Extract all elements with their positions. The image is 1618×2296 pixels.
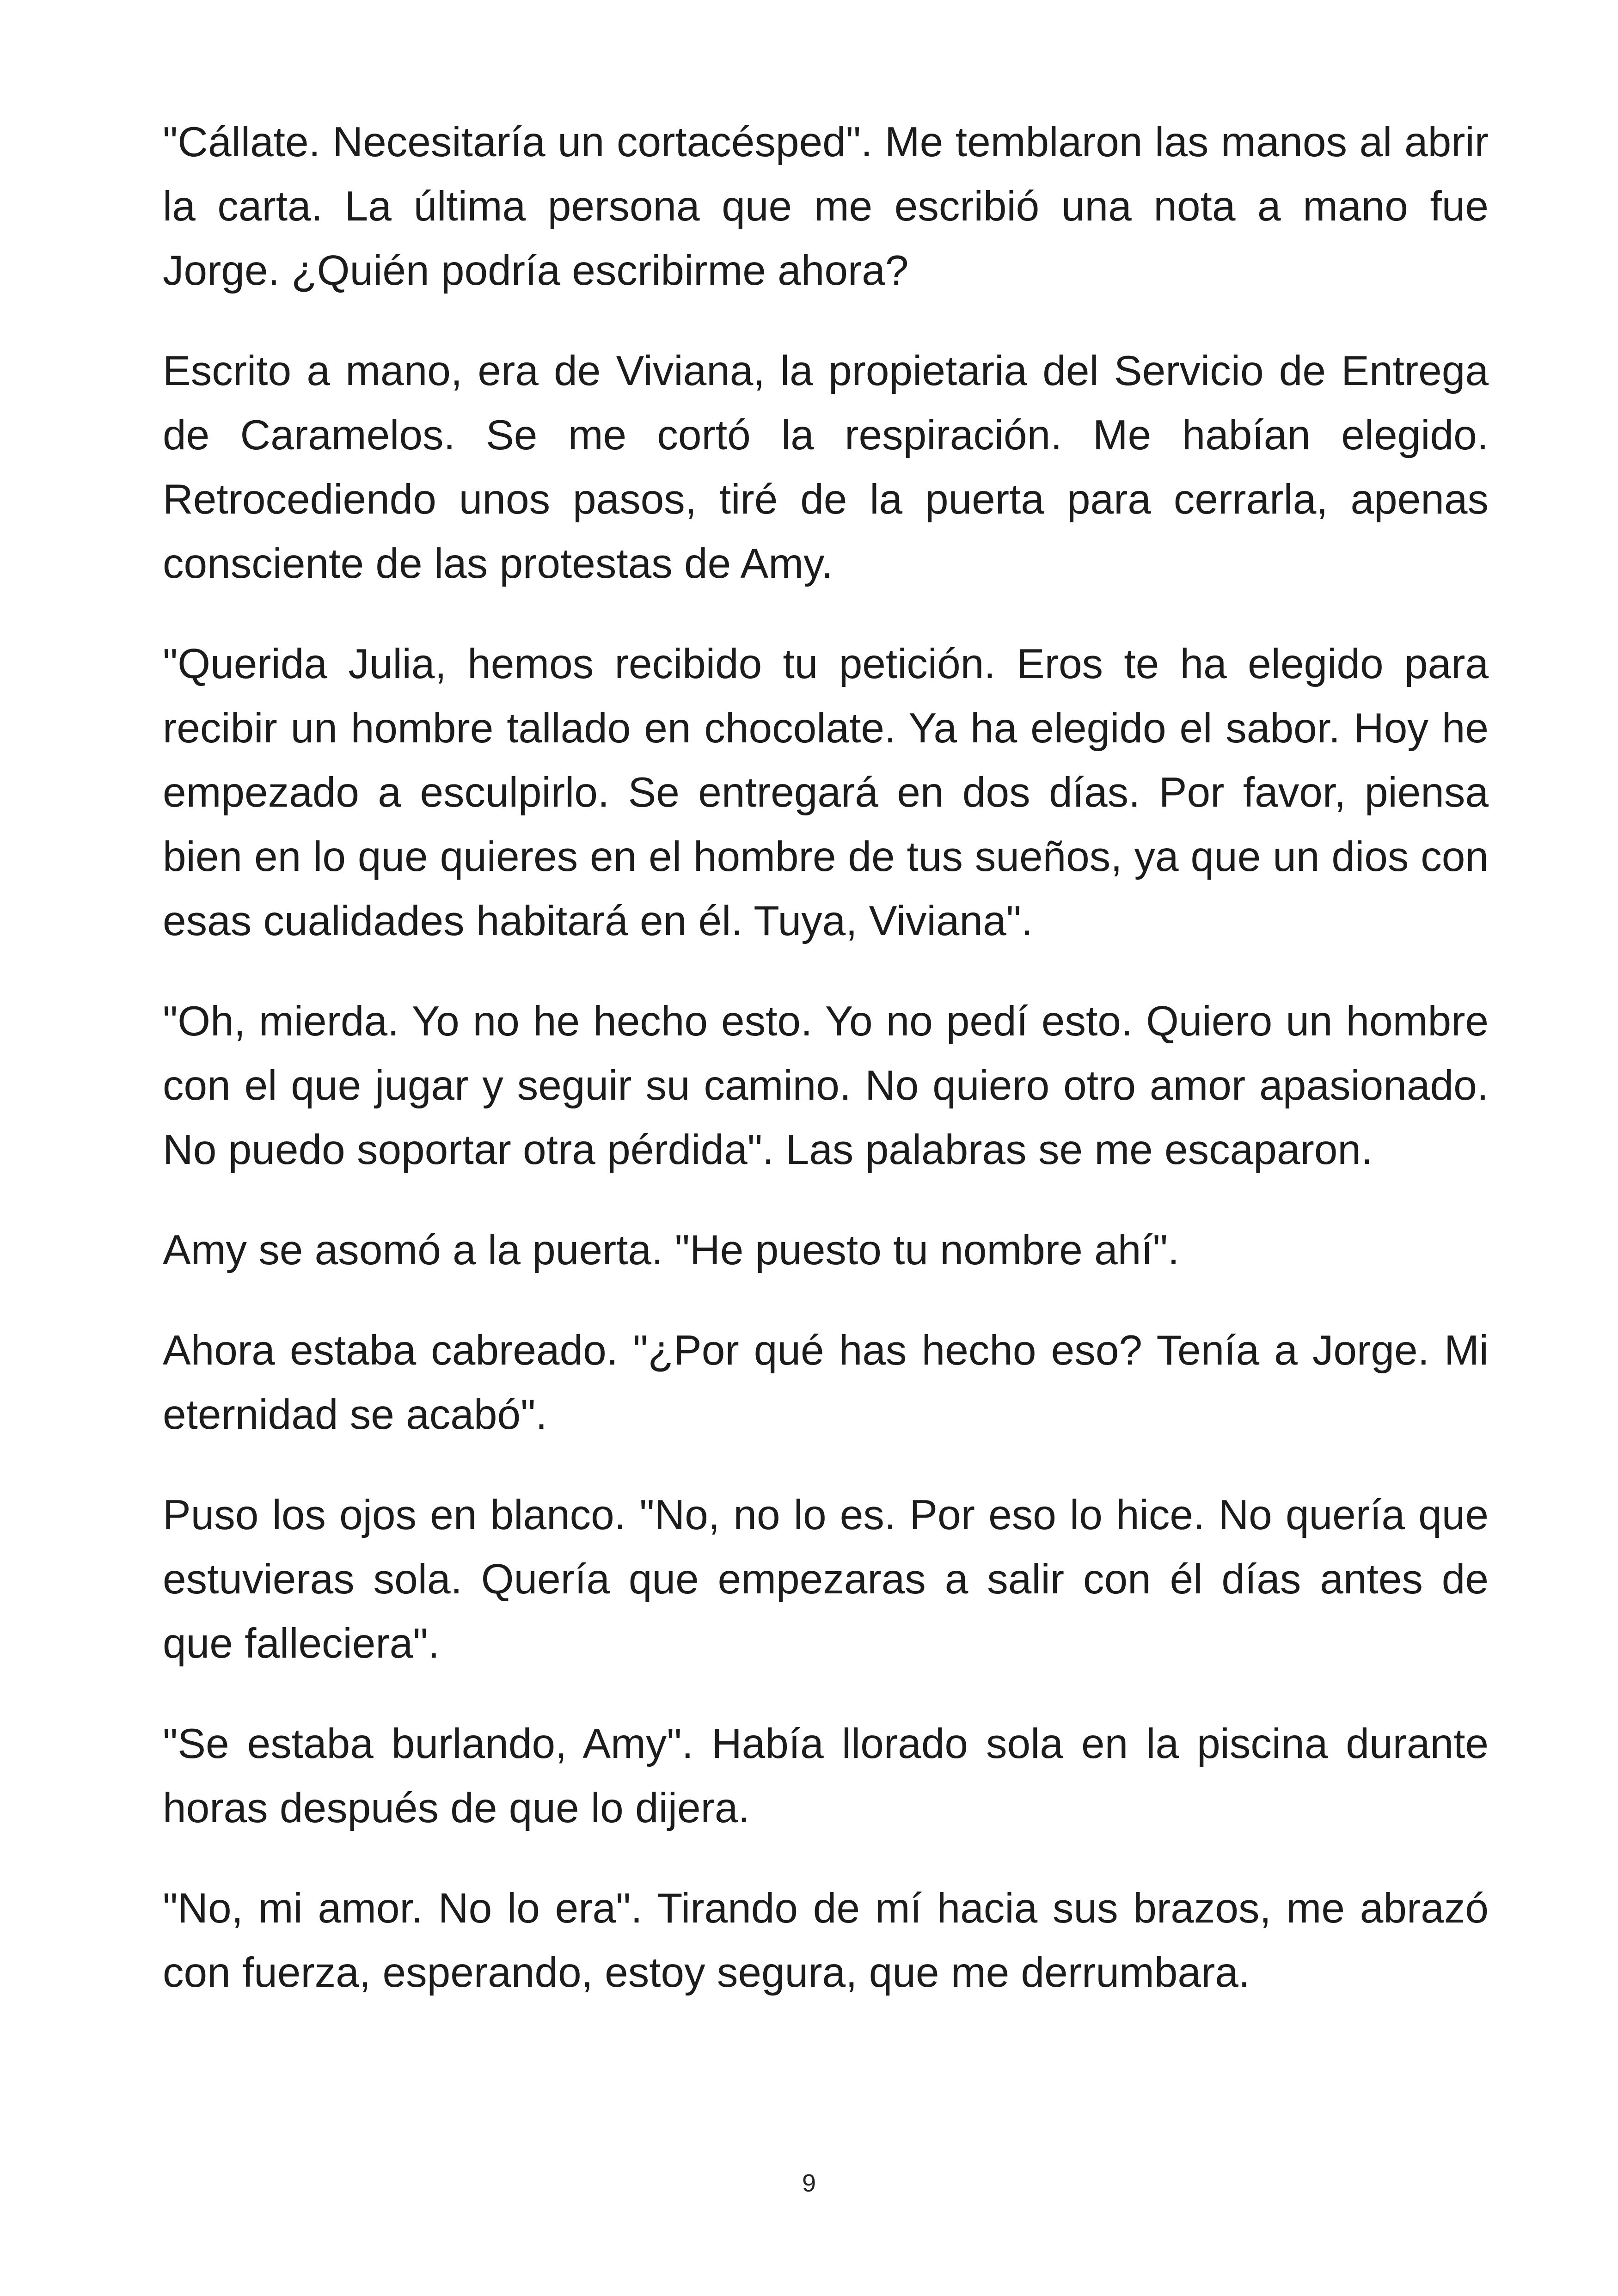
paragraph-8: "Se estaba burlando, Amy". Había llorado sola en la piscina durante horas después de que lo dijera. [163,1720,1489,1831]
paragraph-2: Escrito a mano, era de Viviana, la propietaria del Servicio de Entrega de Caramelos. Se me cortó la respiración. Me habían elegido. Retrocediendo unos pasos, tiré de la puerta para cerrarla, apenas consciente de las protestas de Amy. [163,348,1489,587]
paragraph-6: Ahora estaba cabreado. "¿Por qué has hecho eso? Tenía a Jorge. Mi eternidad se acabó". [163,1327,1489,1438]
paragraph-3: "Querida Julia, hemos recibido tu petición. Eros te ha elegido para recibir un hombre tallado en chocolate. Ya ha elegido el sabor. Hoy he empezado a esculpirlo. Se entregará en dos días. Por favor, piensa bien en lo que quieres en el hombre de tus sueños, ya que un dios con esas cualidades habitará en él. Tuya, Viviana". [163,641,1489,944]
page-number: 9 [802,2169,816,2197]
paragraph-5: Amy se asomó a la puerta. "He puesto tu nombre ahí". [163,1227,1180,1274]
body-text [163,110,1489,2041]
paragraph-9: "No, mi amor. No lo era". Tirando de mí hacia sus brazos, me abrazó con fuerza, esperando, estoy segura, que me derrumbara. [163,1885,1489,1996]
paragraph-4: "Oh, mierda. Yo no he hecho esto. Yo no pedí esto. Quiero un hombre con el que jugar y seguir su camino. No quiero otro amor apasionado. No puedo soportar otra pérdida". Las palabras se me escaparon. [163,998,1489,1173]
paragraph-1: "Cállate. Necesitaría un cortacésped". Me temblaron las manos al abrir la carta. La última persona que me escribió una nota a mano fue Jorge. ¿Quién podría escribirme ahora? [163,119,1489,294]
paragraph-7: Puso los ojos en blanco. "No, no lo es. Por eso lo hice. No quería que estuvieras sola. Quería que empezaras a salir con él días antes de que falleciera". [163,1492,1489,1667]
